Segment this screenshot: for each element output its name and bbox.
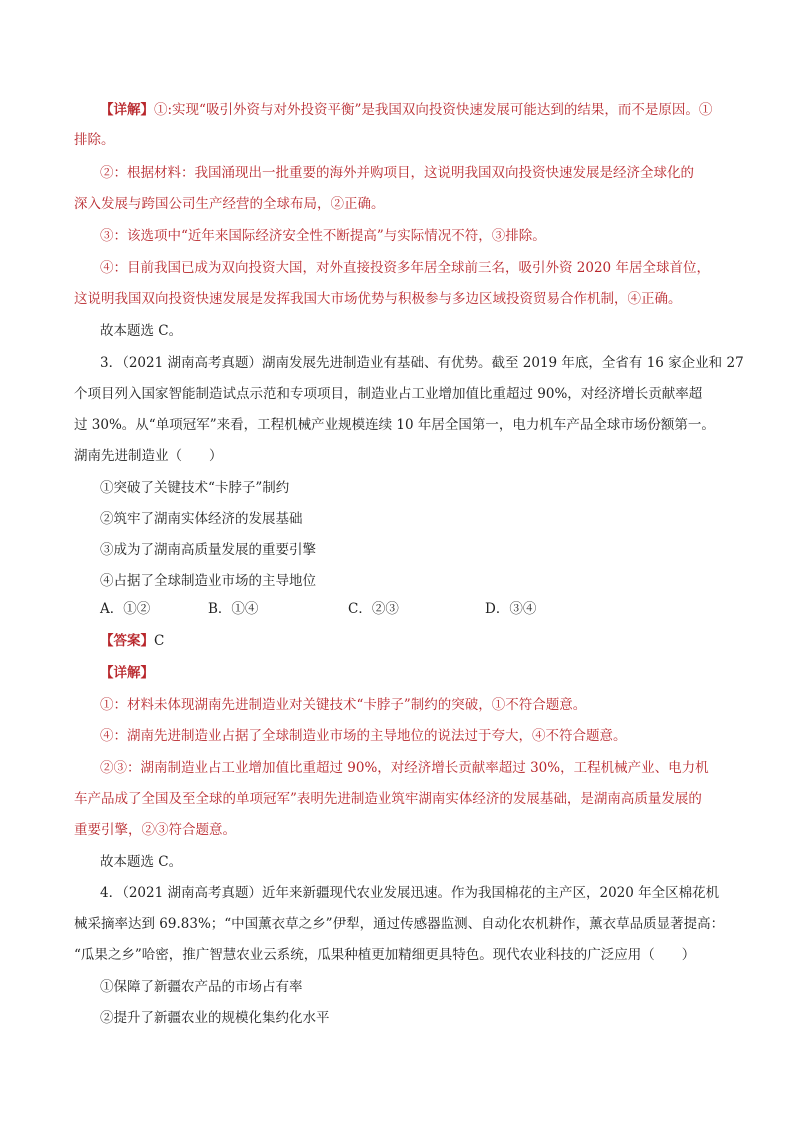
q3-detail-2: ④：湖南先进制造业占据了全球制造业市场的主导地位的说法过于夸大，④不符合题意。 [100, 728, 627, 744]
q3-item-4: ④占据了全球制造业市场的主导地位 [100, 573, 316, 589]
q4-item-2: ②提升了新疆农业的规模化集约化水平 [100, 1010, 330, 1026]
q4-stem-line-2: 械采摘率达到 69.83%；“中国薰衣草之乡”伊犁，通过传感器监测、自动化农机耕作，薰衣草品质显著提高： [74, 916, 725, 932]
q2-detail-line-1 [100, 101, 712, 119]
choice-a: A．①② [100, 601, 151, 617]
q3-stem-line-4: 湖南先进制造业（ ） [74, 448, 223, 464]
answer-tag: 【答案】 [100, 633, 154, 649]
q3-detail-3-line-3: 重要引擎，②③符合题意。 [74, 822, 236, 838]
q2-detail-p4-line-2: 这说明我国双向投资快速发展是发挥我国大市场优势与积极参与多边区域投资贸易合作机制，④正确。 [74, 291, 682, 307]
q2-conclusion: 故本题选 C。 [100, 323, 183, 339]
q4-item-1: ①保障了新疆农产品的市场占有率 [100, 979, 303, 995]
q3-stem-line-2: 个项目列入国家智能制造试点示范和专项项目，制造业占工业增加值比重超过 90%，对经济增长贡献率超 [74, 386, 703, 402]
q3-item-1: ①突破了关键技术“卡脖子”制约 [100, 480, 290, 496]
q3-stem-line-3: 过 30%。从“单项冠军”来看，工程机械产业规模连续 10 年居全国第一，电力机车产品全球市场份额第一。 [74, 417, 715, 433]
q3-detail-3-line-2: 车产品成了全国及至全球的单项冠军”表明先进制造业筑牢湖南实体经济的发展基础，是湖南高质量发展的 [74, 791, 702, 807]
q3-item-2: ②筑牢了湖南实体经济的发展基础 [100, 511, 303, 527]
detail-tag: 【详解】 [100, 665, 154, 681]
q3-detail-3-line-1: ②③：湖南制造业占工业增加值比重超过 90%，对经济增长贡献率超过 30%，工程机械产业、电力机 [100, 760, 709, 776]
q3-conclusion: 故本题选 C。 [100, 854, 183, 870]
q2-detail-p4-line-1: ④：目前我国已成为双向投资大国，对外直接投资多年居全球前三名，吸引外资 2020 年居全球首位， [100, 260, 710, 276]
q4-stem-line-1: 4．（2021 湖南高考真题）近年来新疆现代农业发展迅速。作为我国棉花的主产区，2020 年全区棉花机 [100, 885, 720, 901]
q3-answer [100, 632, 164, 650]
choice-b: B．①④ [208, 601, 259, 617]
answer-value: C [154, 633, 165, 649]
choice-c: C．②③ [348, 601, 399, 617]
q3-stem-line-1: 3．（2021 湖南高考真题）湖南发展先进制造业有基础、有优势。截至 2019 年底，全省有 16 家企业和 27 [100, 355, 744, 371]
detail-tag: 【详解】 [100, 102, 154, 118]
q2-detail-p1: ①:实现“吸引外资与对外投资平衡”是我国双向投资快速发展可能达到的结果，而不是原因。① [154, 102, 713, 118]
q3-detail-header [100, 664, 154, 682]
q2-detail-p1-cont: 排除。 [74, 132, 115, 148]
q4-stem-line-3: “瓜果之乡”哈密，推广智慧农业云系统，瓜果种植更加精细更具特色。现代农业科技的广泛应用（ ） [74, 947, 696, 963]
q2-detail-p2-line-1: ②：根据材料：我国涌现出一批重要的海外并购项目，这说明我国双向投资快速发展是经济全球化的 [100, 165, 694, 181]
q2-detail-p3: ③：该选项中“近年来国际经济安全性不断提高”与实际情况不符，③排除。 [100, 228, 546, 244]
q3-item-3: ③成为了湖南高质量发展的重要引擎 [100, 542, 316, 558]
q3-detail-1: ①：材料未体现湖南先进制造业对关键技术“卡脖子”制约的突破，①不符合题意。 [100, 697, 587, 713]
choice-d: D．③④ [485, 601, 537, 617]
q3-choices [100, 600, 700, 618]
q2-detail-p2-line-2: 深入发展与跨国公司生产经营的全球布局，②正确。 [74, 196, 385, 212]
